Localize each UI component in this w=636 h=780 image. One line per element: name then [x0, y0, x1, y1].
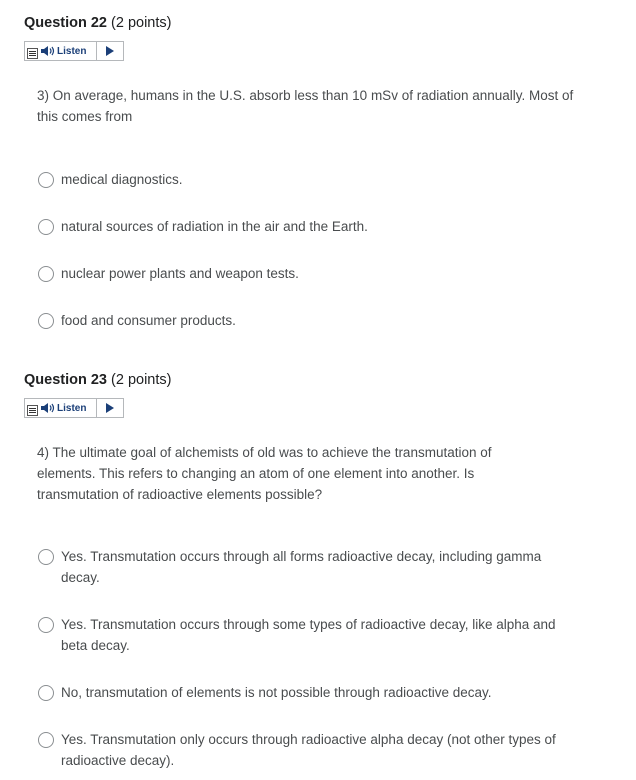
answer-option[interactable]	[38, 548, 598, 588]
radio-icon[interactable]	[38, 549, 54, 565]
answer-option-label[interactable]: Yes. Transmutation occurs through all forms radioactive decay, including gamma decay.	[61, 549, 542, 585]
question-22-heading	[24, 15, 171, 31]
answer-option-label[interactable]: natural sources of radiation in the air and the Earth.	[61, 219, 368, 234]
listen-label: Listen	[57, 402, 87, 414]
listen-label: Listen	[57, 45, 87, 57]
question-number: Question 22	[24, 15, 107, 31]
answer-option-label[interactable]: Yes. Transmutation occurs through some types of radioactive decay, like alpha and beta decay.	[61, 617, 556, 653]
answer-option[interactable]	[38, 684, 598, 703]
radio-icon[interactable]	[38, 617, 54, 633]
radio-icon[interactable]	[38, 266, 54, 282]
answer-option[interactable]	[38, 171, 598, 190]
speaker-icon	[41, 46, 55, 56]
radio-icon[interactable]	[38, 313, 54, 329]
answer-option-label[interactable]: medical diagnostics.	[61, 172, 183, 187]
answer-option-label[interactable]: food and consumer products.	[61, 313, 236, 328]
answer-option-label[interactable]: Yes. Transmutation only occurs through radioactive alpha decay (not other types of radioactive decay).	[61, 732, 556, 768]
answer-option[interactable]	[38, 312, 598, 331]
answer-option-label[interactable]: No, transmutation of elements is not possible through radioactive decay.	[61, 685, 492, 700]
question-points: (2 points)	[111, 15, 172, 31]
radio-icon[interactable]	[38, 685, 54, 701]
play-button[interactable]	[97, 42, 123, 60]
question-number: Question 23	[24, 372, 107, 388]
radio-icon[interactable]	[38, 219, 54, 235]
listen-widget	[24, 398, 124, 418]
answer-option[interactable]	[38, 218, 598, 237]
listen-button[interactable]	[25, 42, 97, 60]
question-23-heading	[24, 372, 171, 388]
question-22-text: 3) On average, humans in the U.S. absorb less than 10 mSv of radiation annually. Most of this comes from	[37, 88, 574, 124]
question-points: (2 points)	[111, 372, 172, 388]
play-icon	[106, 46, 114, 56]
radio-icon[interactable]	[38, 732, 54, 748]
menu-icon[interactable]	[27, 405, 39, 417]
answer-option[interactable]	[38, 265, 598, 284]
speaker-icon	[41, 403, 55, 413]
play-icon	[106, 403, 114, 413]
answer-option[interactable]	[38, 731, 598, 771]
answer-option[interactable]	[38, 616, 598, 656]
question-23-text: 4) The ultimate goal of alchemists of old was to achieve the transmutation of elements. This refers to changing an atom of one element into another. Is transmutation of radioactive elements possible?	[37, 445, 492, 502]
radio-icon[interactable]	[38, 172, 54, 188]
answer-option-label[interactable]: nuclear power plants and weapon tests.	[61, 266, 299, 281]
menu-icon[interactable]	[27, 48, 39, 60]
play-button[interactable]	[97, 399, 123, 417]
listen-widget	[24, 41, 124, 61]
listen-button[interactable]	[25, 399, 97, 417]
